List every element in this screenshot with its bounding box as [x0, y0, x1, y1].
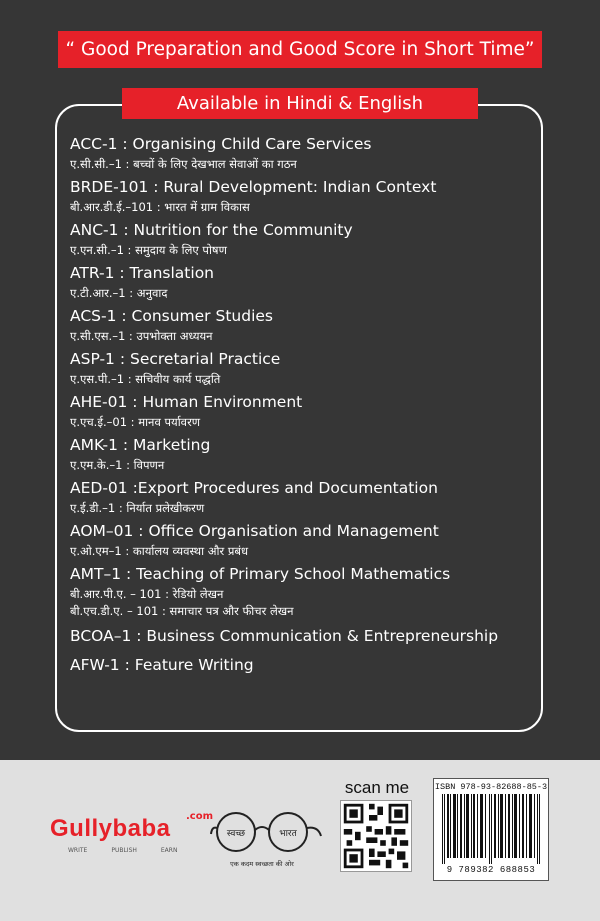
course-title-en: AOM–01 : Office Organisation and Management [70, 522, 439, 540]
course-title-hi: ए.एस.पी.–1 : सचिवीय कार्य पद्धति [70, 372, 221, 386]
course-title-en: ACS-1 : Consumer Studies [70, 307, 273, 325]
tagline-banner: “ Good Preparation and Good Score in Short Time” [58, 31, 542, 68]
tagline-word: EARN [160, 847, 178, 854]
qr-section [340, 778, 414, 876]
course-title-en: ANC-1 : Nutrition for the Community [70, 221, 353, 239]
course-item [70, 434, 510, 474]
course-title-en: BCOA–1 : Business Communication & Entrepreneurship [70, 627, 499, 645]
course-title-en: ASP-1 : Secretarial Practice [70, 350, 281, 368]
course-title-en: ACC-1 : Organising Child Care Services [70, 135, 372, 153]
isbn-label: ISBN 978-93-82688-85-3 [434, 782, 548, 792]
scan-me-label: scan me [344, 778, 410, 797]
course-title-hi: ए.ई.डी.–1 : निर्यात प्रलेखीकरण [70, 501, 205, 515]
course-item [70, 391, 510, 431]
course-item [70, 520, 510, 560]
course-title-hi: ए.एम.के.–1 : विपणन [70, 458, 165, 472]
logo-tagline [50, 847, 177, 854]
barcode-number: 9 789382 688853 [446, 865, 536, 875]
qr-code-icon[interactable] [340, 800, 412, 872]
course-title-hi: बी.आर.पी.ए. – 101 : रेडियो लेखन [70, 587, 224, 601]
isbn-barcode-block [433, 778, 549, 881]
course-item [70, 477, 510, 517]
glasses-left-text: स्वच्छ [226, 829, 246, 839]
tagline-word: WRITE [68, 847, 88, 854]
course-title-en: BRDE-101 : Rural Development: Indian Context [70, 178, 437, 196]
course-item [70, 219, 510, 259]
course-title-en: ATR-1 : Translation [70, 264, 214, 282]
course-title-hi: ए.एन.सी.–1 : समुदाय के लिए पोषण [70, 243, 227, 257]
course-item [70, 563, 510, 620]
course-item [70, 262, 510, 302]
course-title-hi: ए.टी.आर.–1 : अनुवाद [70, 286, 168, 300]
course-title-hi: ए.सी.सी.–1 : बच्चों के लिए देखभाल सेवाओं का गठन [70, 157, 297, 171]
course-title-hi: बी.आर.डी.ई.–101 : भारत में ग्राम विकास [70, 200, 250, 214]
glasses-caption: एक कदम स्वच्छता की ओर [230, 860, 294, 868]
course-list [70, 133, 510, 681]
publisher-logo [50, 811, 214, 854]
course-item [70, 652, 510, 678]
swachh-bharat-glasses-icon [210, 808, 322, 870]
barcode-icon [440, 794, 542, 864]
course-title-hi: ए.एच.ई.–01 : मानव पर्यावरण [70, 415, 201, 429]
availability-banner: Available in Hindi & English [122, 88, 478, 119]
course-title-hi: ए.सी.एस.–1 : उपभोक्ता अध्ययन [70, 329, 213, 343]
course-title-en: AHE-01 : Human Environment [70, 393, 303, 411]
course-item [70, 133, 510, 173]
course-item [70, 623, 510, 649]
course-item [70, 176, 510, 216]
course-title-hi: बी.एच.डी.ए. – 101 : समाचार पत्र और फीचर लेखन [70, 604, 294, 618]
course-title-en: AMT–1 : Teaching of Primary School Mathematics [70, 565, 451, 583]
course-title-en: AFW-1 : Feature Writing [70, 656, 254, 674]
logo-suffix: .com [186, 811, 214, 822]
course-title-hi: ए.ओ.एम–1 : कार्यालय व्यवस्था और प्रबंध [70, 544, 249, 558]
course-item [70, 305, 510, 345]
tagline-word: PUBLISH [111, 847, 137, 854]
logo-wordmark: Gullybaba [50, 815, 171, 842]
glasses-right-text: भारत [279, 829, 297, 839]
course-title-en: AED-01 :Export Procedures and Documentation [70, 479, 438, 497]
course-item [70, 348, 510, 388]
course-title-en: AMK-1 : Marketing [70, 436, 211, 454]
